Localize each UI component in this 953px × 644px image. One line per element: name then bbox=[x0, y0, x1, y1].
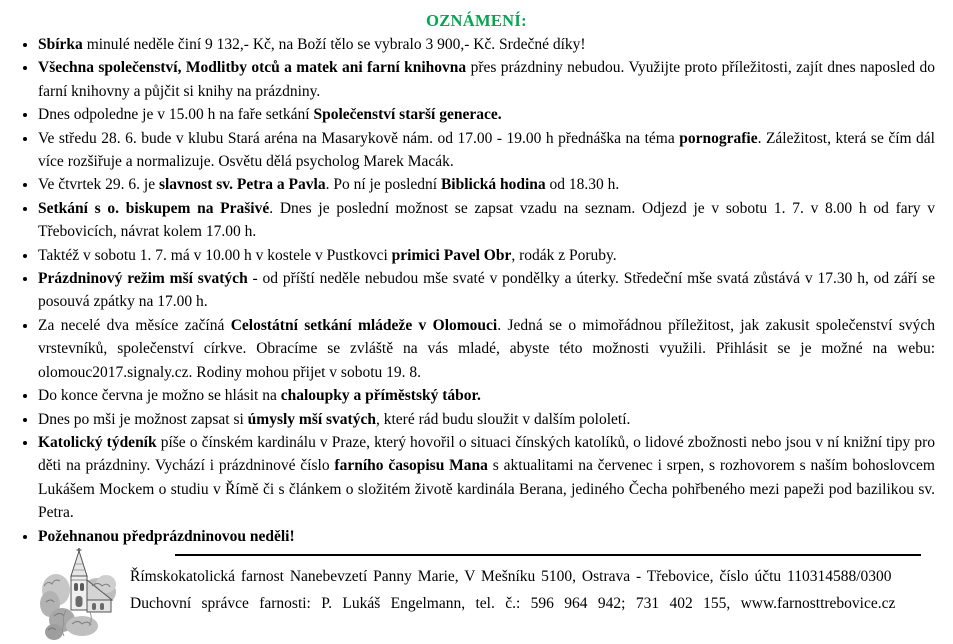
announcement-text: Do konce června je možno se hlásit na bbox=[38, 387, 281, 405]
footer bbox=[0, 544, 953, 644]
announcement-bold-text: Biblická hodina bbox=[440, 176, 546, 194]
announcement-text: Taktéž v sobotu 1. 7. má v 10.00 h v kostele v Pustkovci bbox=[38, 246, 392, 264]
footer-text bbox=[130, 554, 931, 617]
announcement-bold-text: úmysly mší svatých bbox=[247, 410, 376, 428]
page-title: OZNÁMENÍ: bbox=[426, 11, 527, 30]
announcement-bold-text: Všechna společenství, Modlitby otců a matek ani farní knihovna bbox=[38, 59, 467, 77]
announcement-item bbox=[38, 408, 935, 431]
announcement-item bbox=[38, 314, 935, 384]
announcement-bold-text: Sbírka bbox=[38, 36, 83, 53]
announcement-item bbox=[38, 127, 935, 174]
announcement-item bbox=[38, 431, 935, 525]
announcement-text: . Po ní je poslední bbox=[325, 176, 441, 194]
announcement-text: - od příští neděle nebudou mše svaté v pondělky a úterky. Středeční mše svatá zůstává v 17.30 h, od září se posouvá zpátky na 17.00 h. bbox=[38, 270, 935, 311]
announcement-item bbox=[38, 267, 935, 314]
church-sketch-icon bbox=[38, 546, 122, 642]
announcement-text: Ve středu 28. 6. bude v klubu Stará aréna na Masarykově nám. od 17.00 - 19.00 h přednáška na téma bbox=[38, 129, 680, 147]
announcement-item bbox=[38, 56, 935, 103]
announcement-text: od 18.30 h. bbox=[545, 176, 620, 194]
announcement-text: Ve čtvrtek 29. 6. je bbox=[38, 176, 159, 194]
announcement-bold-text: Celostátní setkání mládeže v Olomouci bbox=[230, 316, 498, 334]
announcement-text: Dnes po mši je možnost zapsat si bbox=[38, 410, 248, 428]
announcement-bold-text: Setkání s o. biskupem na Prašivé bbox=[38, 199, 270, 217]
announcement-bold-text: chaloupky a příměstský tábor. bbox=[280, 387, 481, 405]
announcement-bold-text: pornografie bbox=[679, 129, 758, 147]
footer-contact-line: Duchovní správce farnosti: P. Lukáš Engelmann, tel. č.: 596 964 942; 731 402 155, www.farnosttrebovice.cz bbox=[130, 595, 896, 612]
announcements-list bbox=[0, 33, 953, 548]
announcement-item bbox=[38, 384, 935, 407]
announcement-text: s aktualitami na červenec i srpen, s rozhovorem s naším bohoslovcem Lukášem Mockem o studiu v Římě či s článkem o složitém životě kardinála Berana, jediného Čecha pohřbeného mezi papeži pod bazilikou sv. Petra. bbox=[38, 457, 935, 522]
announcement-text: . Záležitost, která se čím dál více rozšiřuje a normalizuje. Osvětu dělá psycholog Marek Macák. bbox=[38, 129, 935, 171]
announcement-item bbox=[38, 33, 935, 56]
announcement-text: , které rád budu sloužit v dalším pololetí. bbox=[375, 410, 631, 428]
announcement-bold-text: slavnost sv. Petra a Pavla bbox=[158, 176, 326, 194]
announcement-bold-text: primici Pavel Obr bbox=[391, 246, 512, 264]
announcement-text: . Jedná se o mimořádnou příležitost, jak zakusit společenství svých vrstevníků, společenství církve. Obracíme se zvláště na vás mladé, abyste této možnosti využili. Přihlásit se je možné na webu: olomouc2017.signaly.cz. Rodiny mohou přijet v sobotu 19. 8. bbox=[38, 316, 935, 381]
announcement-text: Dnes odpoledne je v 15.00 h na faře setkání bbox=[38, 106, 314, 124]
announcement-bold-text: farního časopisu Mana bbox=[334, 457, 488, 475]
announcement-bold-text: Prázdninový režim mší svatých bbox=[38, 270, 248, 288]
announcement-text: přes prázdniny nebudou. Využijte proto příležitosti, zajít dnes naposled do farní knihovny a půjčit si knihy na prázdniny. bbox=[38, 59, 935, 100]
announcement-text: Za necelé dva měsíce začíná bbox=[38, 316, 231, 334]
announcement-item bbox=[38, 103, 935, 126]
footer-address-line: Římskokatolická farnost Nanebevzetí Panny Marie, V Mešníku 5100, Ostrava - Třebovice, číslo účtu 110314588/0300 bbox=[130, 568, 892, 585]
announcement-text: . Dnes je poslední možnost se zapsat vzadu na seznam. Odjezd je v sobotu 1. 7. v 8.00 h od fary v Třebovicích, návrat kolem 17.00 h. bbox=[38, 199, 935, 241]
announcement-bold-text: Katolický týdeník bbox=[38, 433, 157, 451]
announcement-item bbox=[38, 173, 935, 196]
announcement-bold-text: Společenství starší generace. bbox=[313, 106, 502, 124]
footer-divider bbox=[175, 554, 921, 556]
announcement-text: , rodák z Poruby. bbox=[511, 246, 617, 264]
announcement-text: minulé neděle činí 9 132,- Kč, na Boží tělo se vybralo 3 900,- Kč. Srdečné díky! bbox=[82, 36, 586, 53]
announcement-bold-text: Požehnanou předprázdninovou neděli! bbox=[38, 527, 295, 545]
announcement-item bbox=[38, 197, 935, 244]
announcement-item bbox=[38, 244, 935, 267]
announcement-text: píše o čínském kardinálu v Praze, který hovořil o situaci čínských katolíků, o lidové zbožnosti nebo jsou v ní knižní tipy pro děti na prázdniny. Vychází i prázdninové číslo bbox=[38, 433, 935, 475]
